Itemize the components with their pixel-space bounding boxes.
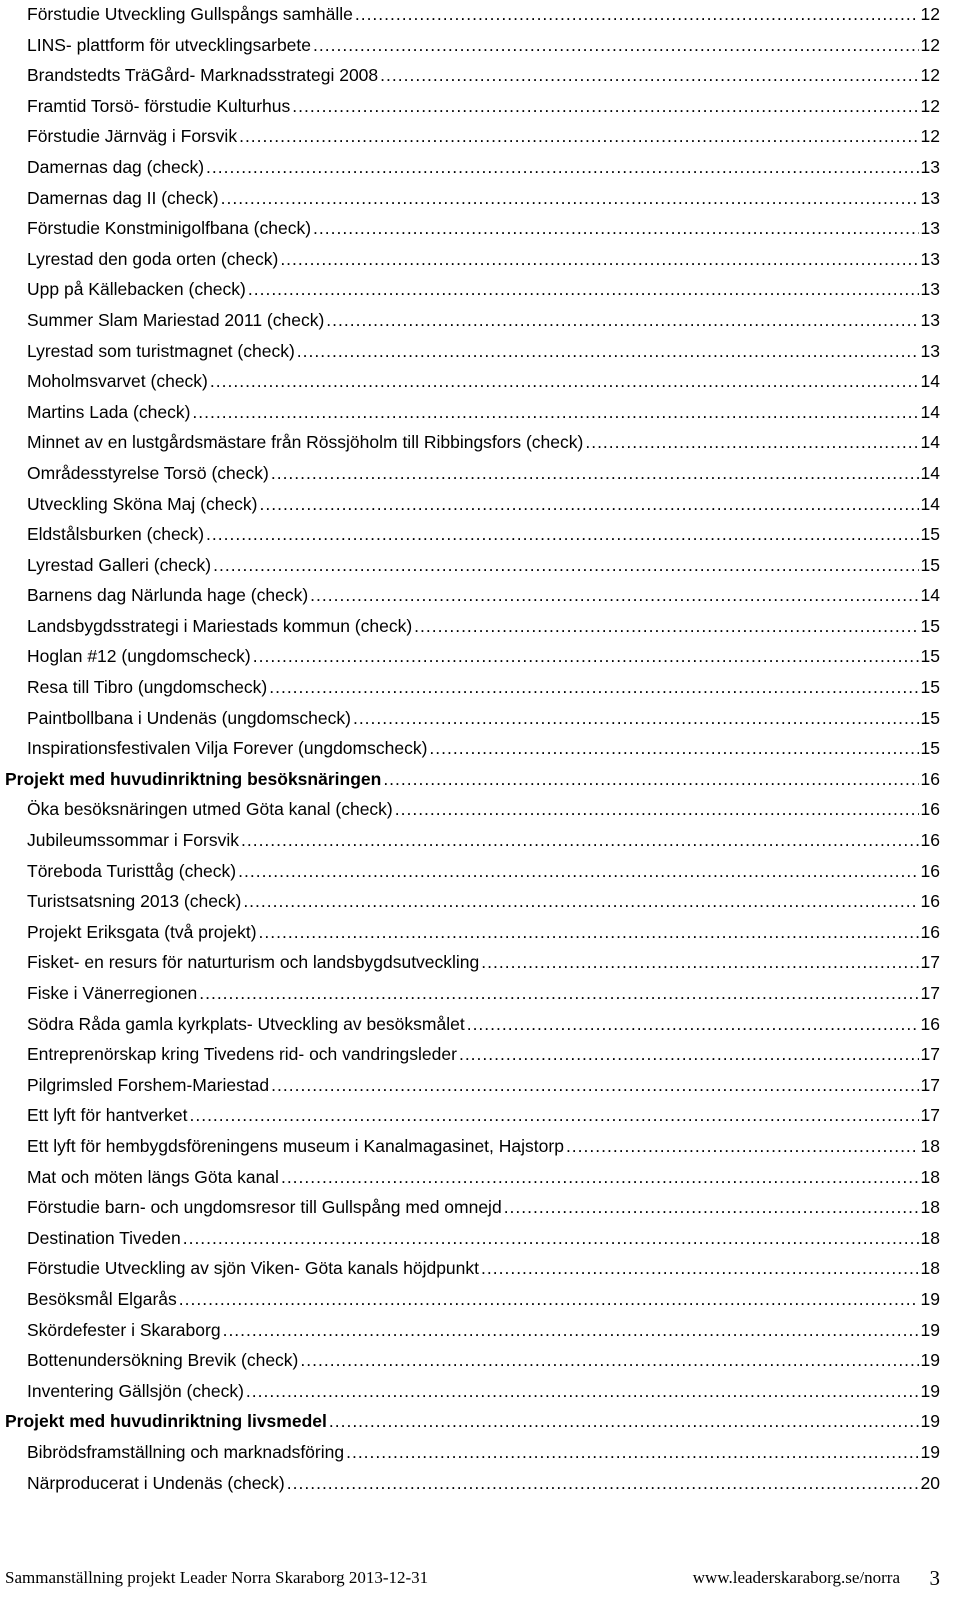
toc-entry-page-number: 13 [920,218,940,239]
toc-dot-leader [353,703,919,734]
toc-dot-leader [243,886,918,917]
toc-entry-page-number: 12 [920,65,940,86]
toc-dot-leader [300,1345,918,1376]
toc-entry[interactable] [5,856,940,887]
toc-entry-page-number: 18 [920,1258,940,1279]
toc-dot-leader [246,1376,919,1407]
toc-entry-page-number: 13 [920,248,940,269]
toc-entry-page-number: 14 [920,585,940,606]
toc-dot-leader [189,1100,918,1131]
toc-entry[interactable] [5,244,940,275]
toc-entry-page-number: 12 [920,4,940,24]
table-of-contents [5,0,940,1498]
toc-entry-title: Fisket- en resurs för naturturism och landsbygdsutveckling [27,952,480,973]
page-footer [5,1566,940,1596]
toc-entry[interactable] [5,1039,940,1070]
toc-dot-leader [287,1468,919,1499]
toc-entry[interactable] [5,397,940,428]
toc-entry-title: Inspirationsfestivalen Vilja Forever (ungdomscheck) [27,738,428,759]
toc-entry-title: Landsbygdsstrategi i Mariestads kommun (check) [27,615,413,636]
toc-entry-title: Pilgrimsled Forshem-Mariestad [27,1074,270,1095]
toc-dot-leader [429,733,918,764]
toc-entry-page-number: 16 [920,891,940,912]
toc-entry-page-number: 16 [920,830,940,851]
toc-entry-page-number: 19 [920,1319,940,1340]
toc-entry[interactable] [5,1376,940,1407]
toc-entry-title: Mat och möten längs Göta kanal [27,1166,279,1187]
toc-entry-title: Moholmsvarvet (check) [27,371,208,392]
toc-entry-page-number: 17 [920,1044,940,1065]
toc-entry-title: Förstudie Utveckling av sjön Viken- Göta kanals höjdpunkt [27,1258,480,1279]
toc-entry-page-number: 16 [920,1013,940,1034]
toc-entry[interactable] [5,427,940,458]
toc-entry-page-number: 16 [920,921,940,942]
toc-section-heading[interactable] [5,764,940,795]
toc-entry-page-number: 18 [920,1197,940,1218]
toc-entry-page-number: 15 [920,707,940,728]
footer-document-title: Sammanställning projekt Leader Norra Skaraborg 2013-12-31 [5,1568,429,1587]
toc-entry[interactable] [5,336,940,367]
toc-dot-leader [297,336,919,367]
toc-dot-leader [206,519,919,550]
toc-dot-leader [566,1131,919,1162]
toc-entry[interactable] [5,305,940,336]
toc-dot-leader [183,1223,919,1254]
toc-entry-title: Besöksmål Elgarås [27,1288,177,1309]
toc-entry[interactable] [5,641,940,672]
toc-entry[interactable] [5,30,940,61]
toc-dot-leader [310,580,918,611]
toc-entry[interactable] [5,489,940,520]
footer-page-number: 3 [929,1566,940,1590]
toc-dot-leader [380,60,918,91]
toc-dot-leader [210,366,919,397]
toc-dot-leader [199,978,918,1009]
toc-entry[interactable] [5,611,940,642]
toc-entry-page-number: 17 [920,1074,940,1095]
toc-entry-page-number: 15 [920,524,940,545]
toc-dot-leader [280,244,918,275]
toc-dot-leader [241,825,919,856]
toc-entry-title: Brandstedts TräGård- Marknadsstrategi 2008 [27,65,379,86]
toc-entry-page-number: 16 [920,799,940,820]
toc-entry-title: Öka besöksnäringen utmed Göta kanal (check) [27,799,393,820]
toc-entry-page-number: 19 [920,1441,940,1462]
toc-entry-title: Damernas dag (check) [27,156,205,177]
toc-entry-title: Bibrödsframställning och marknadsföring [27,1441,345,1462]
toc-dot-leader [223,1315,919,1346]
toc-entry-title: Lyrestad som turistmagnet (check) [27,340,295,361]
toc-entry-title: Paintbollbana i Undenäs (ungdomscheck) [27,707,351,728]
toc-entry-page-number: 13 [920,279,940,300]
toc-dot-leader [383,764,918,795]
toc-entry[interactable] [5,825,940,856]
toc-entry-page-number: 18 [920,1135,940,1156]
toc-entry-title: Eldstålsburken (check) [27,524,205,545]
toc-entry-title: Projekt med huvudinriktning livsmedel [5,1411,327,1432]
toc-dot-leader [248,274,919,305]
toc-entry-title: Martins Lada (check) [27,401,191,422]
toc-entry-title: Resa till Tibro (ungdomscheck) [27,677,268,698]
toc-entry-title: Entreprenörskap kring Tivedens rid- och vandringsleder [27,1044,457,1065]
toc-dot-leader [259,917,919,948]
toc-entry-title: Minnet av en lustgårdsmästare från Rössjöholm till Ribbingsfors (check) [27,432,584,453]
footer-url[interactable]: www.leaderskaraborg.se/norra [692,1568,900,1587]
toc-entry-title: Lyrestad Galleri (check) [27,554,212,575]
toc-entry[interactable] [5,917,940,948]
toc-entry[interactable] [5,458,940,489]
toc-entry-title: Projekt Eriksgata (två projekt) [27,921,257,942]
toc-dot-leader [239,121,918,152]
toc-entry[interactable] [5,794,940,825]
toc-entry-title: Förstudie Järnväg i Forsvik [27,126,238,147]
toc-entry-page-number: 15 [920,554,940,575]
toc-entry[interactable] [5,1131,940,1162]
toc-entry-title: Lyrestad den goda orten (check) [27,248,279,269]
toc-entry-page-number: 19 [920,1380,940,1401]
toc-dot-leader [326,305,918,336]
toc-entry-title: Hoglan #12 (ungdomscheck) [27,646,251,667]
toc-entry[interactable] [5,274,940,305]
toc-entry[interactable] [5,1437,940,1468]
toc-entry-title: Ett lyft för hantverket [27,1105,188,1126]
toc-dot-leader [269,672,918,703]
toc-entry-title: Damernas dag II (check) [27,187,219,208]
toc-entry-page-number: 15 [920,646,940,667]
toc-entry[interactable] [5,1468,940,1499]
toc-entry-title: Södra Råda gamla kyrkplats- Utveckling av besöksmålet [27,1013,465,1034]
toc-entry-title: Bottenundersökning Brevik (check) [27,1350,299,1371]
toc-dot-leader [281,1162,919,1193]
toc-dot-leader [504,1192,919,1223]
toc-entry-title: Ett lyft för hembygdsföreningens museum i Kanalmagasinet, Hajstorp [27,1135,564,1156]
toc-entry-page-number: 12 [920,95,940,116]
toc-entry-page-number: 20 [920,1472,940,1493]
toc-entry-page-number: 16 [920,860,940,881]
toc-entry-page-number: 13 [920,156,940,177]
toc-dot-leader [179,1284,919,1315]
toc-entry[interactable] [5,1284,940,1315]
toc-entry[interactable] [5,1253,940,1284]
toc-entry-page-number: 18 [920,1227,940,1248]
toc-entry-title: Turistsatsning 2013 (check) [27,891,242,912]
toc-dot-leader [395,794,919,825]
toc-entry-page-number: 15 [920,738,940,759]
toc-entry-title: Töreboda Turisttåg (check) [27,860,237,881]
toc-entry[interactable] [5,1345,940,1376]
toc-dot-leader [206,152,919,183]
toc-entry-title: Förstudie Utveckling Gullspångs samhälle [27,4,353,24]
toc-dot-leader [329,1406,919,1437]
toc-entry-title: Framtid Torsö- förstudie Kulturhus [27,95,291,116]
toc-dot-leader [271,458,919,489]
toc-entry-page-number: 12 [920,126,940,147]
toc-dot-leader [313,30,919,61]
toc-entry[interactable] [5,91,940,122]
toc-entry[interactable] [5,1223,940,1254]
toc-dot-leader [238,856,918,887]
toc-entry-title: Utveckling Sköna Maj (check) [27,493,258,514]
toc-entry[interactable] [5,733,940,764]
toc-entry[interactable] [5,886,940,917]
toc-dot-leader [253,641,919,672]
toc-entry-page-number: 18 [920,1166,940,1187]
toc-entry-page-number: 13 [920,340,940,361]
toc-entry-title: Barnens dag Närlunda hage (check) [27,585,309,606]
toc-entry[interactable] [5,213,940,244]
toc-dot-leader [459,1039,919,1070]
toc-entry-title: Projekt med huvudinriktning besöksnäringen [5,768,382,789]
toc-entry-page-number: 14 [920,462,940,483]
toc-entry-title: Destination Tiveden [27,1227,181,1248]
toc-entry-page-number: 17 [920,1105,940,1126]
toc-dot-leader [221,183,919,214]
toc-entry[interactable] [5,703,940,734]
toc-entry[interactable] [5,519,940,550]
toc-entry[interactable] [5,60,940,91]
toc-entry-title: Förstudie barn- och ungdomsresor till Gullspång med omnejd [27,1197,502,1218]
toc-entry-title: Summer Slam Mariestad 2011 (check) [27,309,325,330]
toc-entry-page-number: 12 [920,34,940,55]
toc-dot-leader [292,91,918,122]
toc-entry[interactable] [5,1100,940,1131]
toc-entry[interactable] [5,1070,940,1101]
toc-entry[interactable] [5,978,940,1009]
toc-entry[interactable] [5,1162,940,1193]
toc-entry-title: Förstudie Konstminigolfbana (check) [27,218,312,239]
toc-entry-title: Upp på Källebacken (check) [27,279,246,300]
toc-dot-leader [467,1009,919,1040]
toc-entry-title: Områdesstyrelse Torsö (check) [27,462,269,483]
toc-entry-title: Närproducerat i Undenäs (check) [27,1472,285,1493]
toc-entry-page-number: 16 [920,768,940,789]
toc-dot-leader [585,427,918,458]
toc-entry-title: Skördefester i Skaraborg [27,1319,221,1340]
toc-dot-leader [260,489,919,520]
toc-entry-page-number: 13 [920,309,940,330]
toc-dot-leader [481,1253,919,1284]
toc-entry-page-number: 14 [920,401,940,422]
toc-dot-leader [346,1437,918,1468]
toc-entry[interactable] [5,152,940,183]
toc-entry[interactable] [5,1192,940,1223]
toc-entry-title: Inventering Gällsjön (check) [27,1380,244,1401]
toc-entry[interactable] [5,580,940,611]
toc-entry-title: Fiske i Vänerregionen [27,983,198,1003]
toc-entry[interactable] [5,183,940,214]
toc-entry[interactable] [5,1315,940,1346]
toc-dot-leader [192,397,918,428]
toc-entry[interactable] [5,366,940,397]
toc-entry-page-number: 19 [920,1411,940,1432]
toc-entry-page-number: 19 [920,1288,940,1309]
toc-entry[interactable] [5,947,940,978]
toc-dot-leader [355,0,919,30]
toc-dot-leader [313,213,919,244]
toc-dot-leader [481,947,918,978]
toc-entry-page-number: 17 [920,952,940,973]
toc-entry-page-number: 15 [920,677,940,698]
toc-dot-leader [213,550,918,581]
toc-entry[interactable] [5,121,940,152]
toc-entry-page-number: 14 [920,371,940,392]
toc-entry-title: Jubileumssommar i Forsvik [27,830,239,851]
toc-dot-leader [414,611,918,642]
toc-entry-page-number: 14 [920,493,940,514]
toc-entry-page-number: 14 [920,432,940,453]
toc-entry[interactable] [5,1009,940,1040]
toc-entry[interactable] [5,0,940,30]
toc-entry-page-number: 17 [920,983,940,1003]
toc-dot-leader [271,1070,918,1101]
toc-section-heading[interactable] [5,1406,940,1437]
toc-entry[interactable] [5,550,940,581]
toc-entry-title: LINS- plattform för utvecklingsarbete [27,34,312,55]
toc-entry[interactable] [5,672,940,703]
toc-entry-page-number: 19 [920,1350,940,1371]
toc-entry-page-number: 15 [920,615,940,636]
toc-entry-page-number: 13 [920,187,940,208]
